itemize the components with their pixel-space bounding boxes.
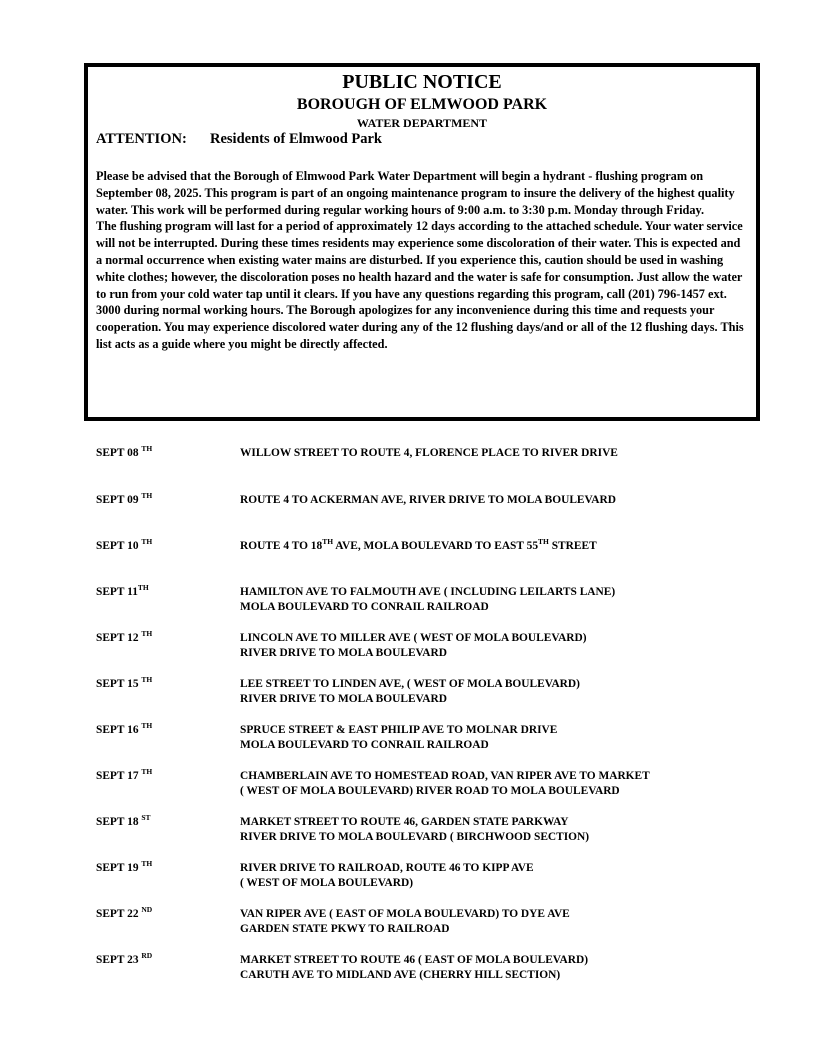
schedule-date-text: SEPT 23	[96, 954, 142, 966]
schedule-date	[96, 907, 152, 922]
schedule-date	[96, 585, 149, 600]
schedule-date	[96, 953, 152, 968]
schedule-area-line: CHAMBERLAIN AVE TO HOMESTEAD ROAD, VAN RIPER AVE TO MARKET	[240, 770, 650, 782]
schedule-date	[96, 539, 152, 554]
schedule-date-suffix: TH	[141, 721, 153, 730]
schedule-area-line: WILLOW STREET TO ROUTE 4, FLORENCE PLACE TO RIVER DRIVE	[240, 447, 618, 459]
schedule-date-text: SEPT 19	[96, 862, 142, 874]
schedule-area-line: ROUTE 4 TO ACKERMAN AVE, RIVER DRIVE TO MOLA BOULEVARD	[240, 494, 616, 506]
schedule-area-text: AVE, MOLA BOULEVARD TO EAST 55	[333, 540, 539, 552]
schedule-date-text: SEPT 12	[96, 632, 142, 644]
schedule-area-line: ( WEST OF MOLA BOULEVARD)	[240, 877, 413, 889]
notice-box	[84, 63, 760, 421]
attention-text: Residents of Elmwood Park	[210, 131, 382, 147]
schedule-date-text: SEPT 15	[96, 678, 142, 690]
schedule-date-suffix: TH	[141, 767, 153, 776]
schedule-date-text: SEPT 10	[96, 540, 142, 552]
body-paragraph-1: Please be advised that the Borough of Elmwood Park Water Department will begin a hydrant - flushing program on September 08, 2025. This program is part of an ongoing maintenance program to insure the delivery of the highest quality water. This work will be performed during regular working hours of 9:00 a.m. to 3:30 p.m. Monday through Friday.	[96, 169, 735, 217]
schedule-date-suffix: TH	[141, 491, 153, 500]
schedule-area-line: RIVER DRIVE TO MOLA BOULEVARD	[240, 647, 447, 659]
schedule-date	[96, 631, 152, 646]
schedule-area	[240, 539, 760, 554]
department-name: WATER DEPARTMENT	[356, 116, 488, 130]
schedule-date-text: SEPT 08	[96, 447, 142, 459]
notice-body	[96, 168, 748, 353]
borough-name: BOROUGH OF ELMWOOD PARK	[296, 96, 548, 113]
schedule-area-line: RIVER DRIVE TO MOLA BOULEVARD	[240, 693, 447, 705]
schedule-area-line: HAMILTON AVE TO FALMOUTH AVE ( INCLUDING LEILARTS LANE)	[240, 586, 616, 598]
schedule-area	[240, 861, 760, 891]
schedule-area	[240, 723, 760, 753]
schedule-area	[240, 493, 760, 508]
schedule-date	[96, 815, 151, 830]
schedule-area-line: MOLA BOULEVARD TO CONRAIL RAILROAD	[240, 601, 489, 613]
schedule-area-line: MOLA BOULEVARD TO CONRAIL RAILROAD	[240, 739, 489, 751]
schedule-date-suffix: ND	[141, 905, 153, 914]
schedule-date	[96, 723, 152, 738]
schedule-area-line: MARKET STREET TO ROUTE 46 ( EAST OF MOLA BOULEVARD)	[240, 954, 589, 966]
schedule-date-suffix: TH	[137, 583, 149, 592]
schedule-date	[96, 446, 152, 461]
schedule-date-text: SEPT 22	[96, 908, 142, 920]
schedule-area-line: RIVER DRIVE TO RAILROAD, ROUTE 46 TO KIPP AVE	[240, 862, 534, 874]
ordinal-suffix: TH	[322, 537, 334, 546]
schedule-area-line: MARKET STREET TO ROUTE 46, GARDEN STATE PARKWAY	[240, 816, 569, 828]
attention-label: ATTENTION:	[96, 131, 187, 147]
schedule-date-suffix: RD	[141, 951, 153, 960]
schedule-area-line: ( WEST OF MOLA BOULEVARD) RIVER ROAD TO MOLA BOULEVARD	[240, 785, 620, 797]
schedule-area-line: CARUTH AVE TO MIDLAND AVE (CHERRY HILL SECTION)	[240, 969, 561, 981]
schedule-area-line: LINCOLN AVE TO MILLER AVE ( WEST OF MOLA BOULEVARD)	[240, 632, 587, 644]
schedule-date	[96, 769, 152, 784]
schedule-area-line: VAN RIPER AVE ( EAST OF MOLA BOULEVARD) TO DYE AVE	[240, 908, 570, 920]
schedule-date-text: SEPT 16	[96, 724, 142, 736]
schedule-date-text: SEPT 09	[96, 494, 142, 506]
schedule-area-text: ROUTE 4 TO 18	[240, 540, 323, 552]
schedule-area-line	[240, 539, 760, 554]
notice-title: PUBLIC NOTICE	[342, 71, 502, 93]
schedule-date	[96, 677, 152, 692]
schedule-date-suffix: TH	[141, 859, 153, 868]
schedule-area-line: GARDEN STATE PKWY TO RAILROAD	[240, 923, 450, 935]
schedule-date-suffix: ST	[141, 813, 151, 822]
schedule-date-text: SEPT 11	[96, 586, 138, 598]
schedule-area	[240, 815, 760, 845]
schedule-area	[240, 677, 760, 707]
schedule-area	[240, 769, 760, 799]
schedule-date-suffix: TH	[141, 444, 153, 453]
schedule-area-line: LEE STREET TO LINDEN AVE, ( WEST OF MOLA BOULEVARD)	[240, 678, 580, 690]
schedule-date-suffix: TH	[141, 675, 153, 684]
schedule-date-suffix: TH	[141, 537, 153, 546]
ordinal-suffix: TH	[538, 537, 549, 546]
attention-line	[96, 131, 382, 148]
schedule-date	[96, 493, 152, 508]
schedule-area	[240, 585, 760, 615]
schedule-area-line: RIVER DRIVE TO MOLA BOULEVARD ( BIRCHWOOD SECTION)	[240, 831, 590, 843]
schedule-date-text: SEPT 18	[96, 816, 142, 828]
schedule-date-text: SEPT 17	[96, 770, 142, 782]
schedule-area-line: SPRUCE STREET & EAST PHILIP AVE TO MOLNAR DRIVE	[240, 724, 558, 736]
schedule-date-suffix: TH	[141, 629, 153, 638]
schedule-area-text: STREET	[548, 540, 597, 552]
schedule-date	[96, 861, 152, 876]
schedule-area	[240, 953, 760, 983]
body-paragraph-2: The flushing program will last for a period of approximately 12 days according to the attached schedule. Your water service will not be interrupted. During these times residents may experience some discoloration of their water. This is expected and a normal occurrence when existing water mains are disturbed. If you experience this, caution should be used in washing white clothes; however, the discoloration poses no health hazard and the water is safe for consumption. Just allow the water to run from your cold water tap until it clears. If you have any questions regarding this program, call (201) 796-1457 ext. 3000 during normal working hours. The Borough apologizes for any inconvenience during this time and requests your cooperation. You may experience discolored water during any of the 12 flushing days/and or all of the 12 flushing days. This list acts as a guide where you might be directly affected.	[96, 219, 744, 351]
schedule-area	[240, 907, 760, 937]
schedule-area	[240, 631, 760, 661]
schedule-area	[240, 446, 760, 461]
